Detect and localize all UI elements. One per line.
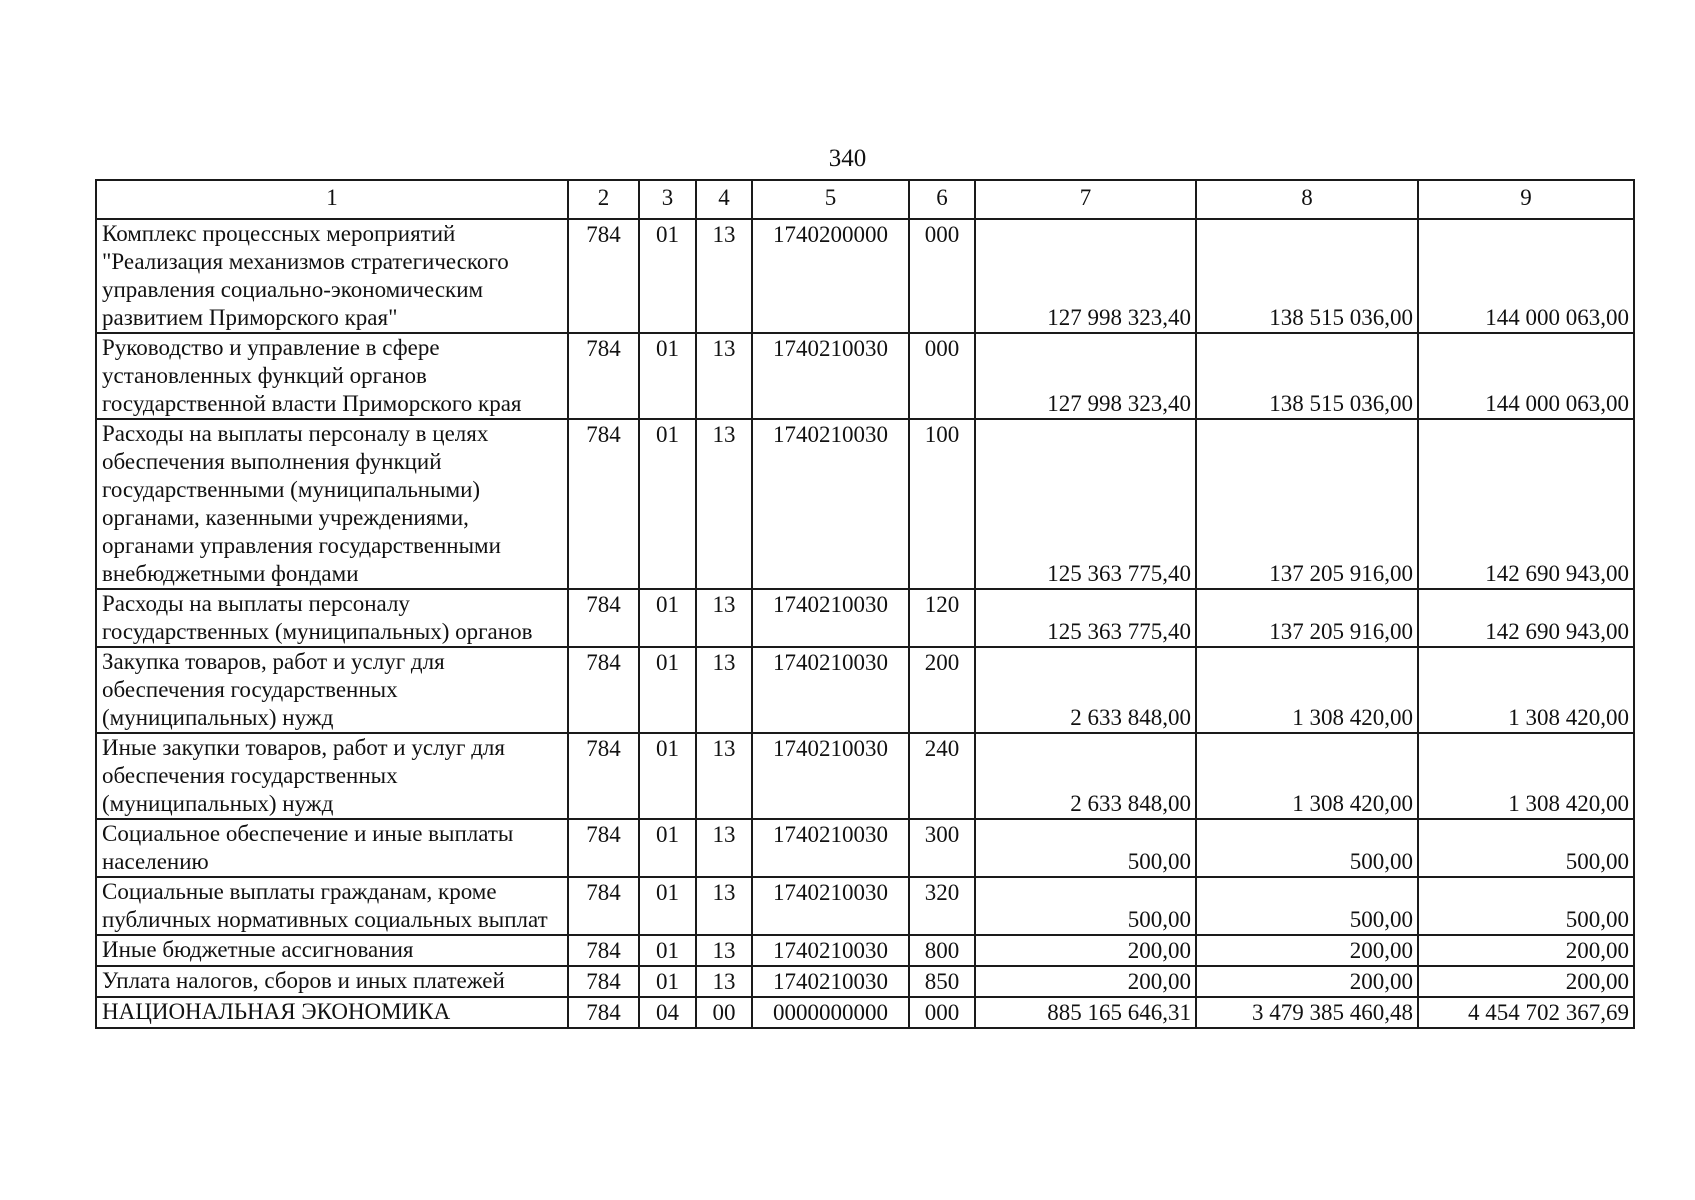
row-code-4: 13 — [696, 647, 752, 733]
row-amount-9: 1 308 420,00 — [1418, 733, 1634, 819]
row-amount-8: 500,00 — [1196, 877, 1418, 935]
row-amount-8: 3 479 385 460,48 — [1196, 997, 1418, 1028]
row-name: НАЦИОНАЛЬНАЯ ЭКОНОМИКА — [96, 997, 568, 1028]
row-amount-7: 885 165 646,31 — [975, 997, 1196, 1028]
row-amount-8: 1 308 420,00 — [1196, 733, 1418, 819]
row-code-6: 120 — [909, 589, 975, 647]
row-code-6: 320 — [909, 877, 975, 935]
row-amount-7: 125 363 775,40 — [975, 419, 1196, 589]
row-amount-9: 200,00 — [1418, 935, 1634, 966]
row-code-2: 784 — [568, 647, 639, 733]
row-name: Руководство и управление в сфере установленных функций органов государственной власти Приморского края — [96, 333, 568, 419]
row-amount-8: 137 205 916,00 — [1196, 419, 1418, 589]
header-cell: 4 — [696, 180, 752, 219]
header-cell: 8 — [1196, 180, 1418, 219]
row-amount-7: 200,00 — [975, 935, 1196, 966]
row-name: Комплекс процессных мероприятий "Реализация механизмов стратегического управления социально-экономическим развитием Приморского края" — [96, 219, 568, 333]
row-code-2: 784 — [568, 219, 639, 333]
row-code-6: 850 — [909, 966, 975, 997]
row-code-5: 1740210030 — [752, 589, 909, 647]
table-row — [96, 333, 1634, 419]
row-code-5: 1740210030 — [752, 647, 909, 733]
row-code-2: 784 — [568, 333, 639, 419]
row-name: Закупка товаров, работ и услуг для обеспечения государственных (муниципальных) нужд — [96, 647, 568, 733]
row-amount-7: 127 998 323,40 — [975, 333, 1196, 419]
row-name: Расходы на выплаты персоналу в целях обеспечения выполнения функций государственными (муниципальными) органами, казенными учреждениями, органами управления государственными внебюджетными фондами — [96, 419, 568, 589]
row-code-3: 01 — [639, 877, 696, 935]
row-code-6: 240 — [909, 733, 975, 819]
row-amount-7: 2 633 848,00 — [975, 647, 1196, 733]
row-code-2: 784 — [568, 733, 639, 819]
row-code-4: 13 — [696, 589, 752, 647]
row-code-2: 784 — [568, 877, 639, 935]
header-cell: 6 — [909, 180, 975, 219]
row-code-5: 0000000000 — [752, 997, 909, 1028]
table-row — [96, 819, 1634, 877]
row-code-2: 784 — [568, 589, 639, 647]
row-amount-8: 200,00 — [1196, 935, 1418, 966]
table-row — [96, 877, 1634, 935]
row-amount-7: 500,00 — [975, 819, 1196, 877]
row-name: Иные бюджетные ассигнования — [96, 935, 568, 966]
table-row — [96, 997, 1634, 1028]
budget-table — [95, 179, 1635, 1029]
row-code-4: 13 — [696, 733, 752, 819]
table-row — [96, 589, 1634, 647]
row-code-4: 13 — [696, 877, 752, 935]
row-amount-9: 200,00 — [1418, 966, 1634, 997]
row-name: Уплата налогов, сборов и иных платежей — [96, 966, 568, 997]
row-code-5: 1740210030 — [752, 966, 909, 997]
header-cell: 7 — [975, 180, 1196, 219]
row-amount-9: 144 000 063,00 — [1418, 219, 1634, 333]
row-code-3: 01 — [639, 935, 696, 966]
row-name: Социальные выплаты гражданам, кроме публичных нормативных социальных выплат — [96, 877, 568, 935]
row-code-4: 13 — [696, 333, 752, 419]
row-code-3: 01 — [639, 733, 696, 819]
row-code-2: 784 — [568, 935, 639, 966]
row-code-4: 13 — [696, 966, 752, 997]
row-code-2: 784 — [568, 819, 639, 877]
row-code-5: 1740210030 — [752, 877, 909, 935]
row-code-2: 784 — [568, 966, 639, 997]
row-code-5: 1740210030 — [752, 733, 909, 819]
row-code-3: 01 — [639, 647, 696, 733]
row-amount-7: 127 998 323,40 — [975, 219, 1196, 333]
header-cell: 9 — [1418, 180, 1634, 219]
row-code-3: 04 — [639, 997, 696, 1028]
row-code-3: 01 — [639, 219, 696, 333]
row-code-4: 00 — [696, 997, 752, 1028]
row-code-6: 100 — [909, 419, 975, 589]
row-code-5: 1740210030 — [752, 819, 909, 877]
header-cell: 5 — [752, 180, 909, 219]
row-code-4: 13 — [696, 419, 752, 589]
row-amount-7: 2 633 848,00 — [975, 733, 1196, 819]
row-code-6: 300 — [909, 819, 975, 877]
header-cell: 1 — [96, 180, 568, 219]
row-name: Иные закупки товаров, работ и услуг для обеспечения государственных (муниципальных) нужд — [96, 733, 568, 819]
row-code-2: 784 — [568, 997, 639, 1028]
row-amount-9: 1 308 420,00 — [1418, 647, 1634, 733]
row-code-6: 800 — [909, 935, 975, 966]
row-amount-9: 144 000 063,00 — [1418, 333, 1634, 419]
row-amount-7: 125 363 775,40 — [975, 589, 1196, 647]
row-amount-9: 142 690 943,00 — [1418, 589, 1634, 647]
row-code-4: 13 — [696, 219, 752, 333]
row-amount-8: 138 515 036,00 — [1196, 219, 1418, 333]
row-code-6: 000 — [909, 219, 975, 333]
row-amount-9: 500,00 — [1418, 877, 1634, 935]
row-amount-8: 500,00 — [1196, 819, 1418, 877]
table-row — [96, 219, 1634, 333]
row-amount-9: 4 454 702 367,69 — [1418, 997, 1634, 1028]
row-code-6: 200 — [909, 647, 975, 733]
row-name: Расходы на выплаты персоналу государственных (муниципальных) органов — [96, 589, 568, 647]
row-amount-9: 500,00 — [1418, 819, 1634, 877]
table-row — [96, 966, 1634, 997]
row-code-4: 13 — [696, 819, 752, 877]
row-amount-9: 142 690 943,00 — [1418, 419, 1634, 589]
row-code-5: 1740210030 — [752, 333, 909, 419]
row-code-6: 000 — [909, 997, 975, 1028]
row-code-5: 1740200000 — [752, 219, 909, 333]
row-amount-8: 138 515 036,00 — [1196, 333, 1418, 419]
row-code-5: 1740210030 — [752, 419, 909, 589]
row-code-6: 000 — [909, 333, 975, 419]
table-row — [96, 935, 1634, 966]
header-cell: 3 — [639, 180, 696, 219]
header-row — [96, 180, 1634, 219]
row-code-5: 1740210030 — [752, 935, 909, 966]
header-cell: 2 — [568, 180, 639, 219]
row-code-3: 01 — [639, 419, 696, 589]
row-code-3: 01 — [639, 589, 696, 647]
row-amount-8: 1 308 420,00 — [1196, 647, 1418, 733]
row-amount-7: 500,00 — [975, 877, 1196, 935]
table-row — [96, 647, 1634, 733]
row-name: Социальное обеспечение и иные выплаты населению — [96, 819, 568, 877]
row-code-3: 01 — [639, 819, 696, 877]
row-code-3: 01 — [639, 966, 696, 997]
row-code-2: 784 — [568, 419, 639, 589]
row-amount-8: 137 205 916,00 — [1196, 589, 1418, 647]
row-code-4: 13 — [696, 935, 752, 966]
table-row — [96, 419, 1634, 589]
table-row — [96, 733, 1634, 819]
row-amount-8: 200,00 — [1196, 966, 1418, 997]
row-amount-7: 200,00 — [975, 966, 1196, 997]
page-number: 340 — [828, 145, 867, 172]
row-code-3: 01 — [639, 333, 696, 419]
